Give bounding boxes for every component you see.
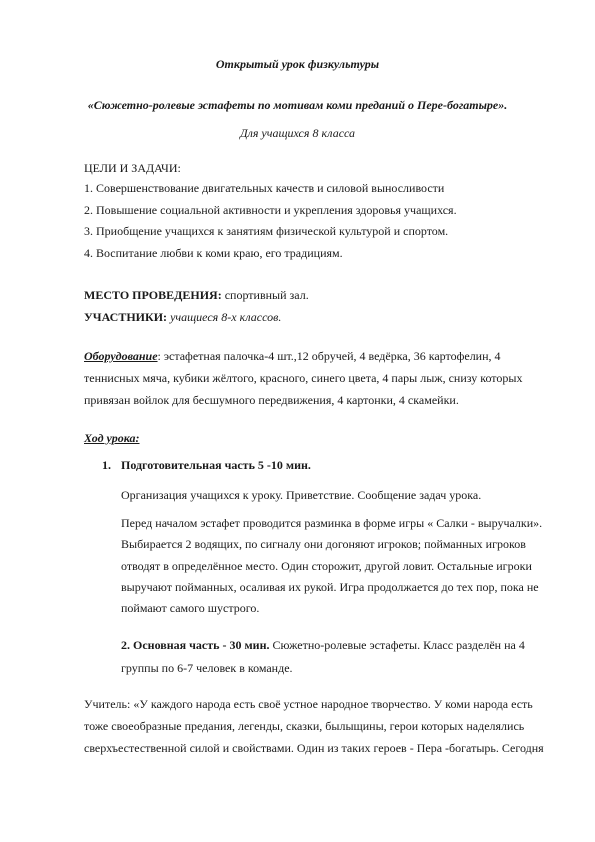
goal-item: 4. Воспитание любви к коми краю, его традициям. xyxy=(84,246,343,260)
equipment-line xyxy=(84,349,501,363)
teacher-line: сверхъестественной силой и свойствами. Один из таких героев - Пера -богатырь. Сегодня xyxy=(84,741,544,755)
goal-item: 1. Совершенствование двигательных качеств и силовой выносливости xyxy=(84,181,445,195)
participants-value: учащиеся 8-х классов. xyxy=(167,310,282,324)
place-label: МЕСТО ПРОВЕДЕНИЯ: xyxy=(84,288,222,302)
part2-line xyxy=(121,638,525,652)
part2-text: Сюжетно-ролевые эстафеты. Класс разделён на 4 xyxy=(269,638,525,652)
participants-line xyxy=(84,310,281,324)
part2-title: 2. Основная часть - 30 мин. xyxy=(121,638,270,652)
place-line xyxy=(84,288,309,302)
warmup-line: отводят в определённое место. Один сторожит, другой ловит. Остальные игроки xyxy=(121,559,532,573)
equipment-line: привязан войлок для бесшумного передвижения, 4 картонки, 4 скамейки. xyxy=(84,393,459,407)
participants-label: УЧАСТНИКИ: xyxy=(84,310,168,324)
warmup-line: выручают пойманных, осаливая их рукой. Игра продолжается до тех пор, пока не xyxy=(121,580,539,594)
part1-organization: Организация учащихся к уроку. Приветствие. Сообщение задач урока. xyxy=(121,488,482,502)
part2-line: группы по 6-7 человек в команде. xyxy=(121,661,293,675)
teacher-line: Учитель: «У каждого народа есть своё устное народное творчество. У коми народа есть xyxy=(84,697,533,711)
warmup-line: Выбирается 2 водящих, по сигналу они догоняют игроков; пойманных игроков xyxy=(121,537,526,551)
warmup-line: Перед началом эстафет проводится разминка в форме игры « Салки - выручалки». xyxy=(121,516,543,530)
place-value: спортивный зал. xyxy=(221,288,309,302)
part1-title: Подготовительная часть 5 -10 мин. xyxy=(121,458,311,472)
document-title: Открытый урок физкультуры xyxy=(215,57,380,71)
part1-number: 1. xyxy=(102,458,111,472)
goal-item: 2. Повышение социальной активности и укрепления здоровья учащихся. xyxy=(84,203,457,217)
warmup-line: поймают самого шустрого. xyxy=(121,601,260,615)
goal-item: 3. Приобщение учащихся к занятиям физической культурой и спортом. xyxy=(84,224,449,238)
lesson-heading: Ход урока: xyxy=(84,431,140,445)
goals-heading: ЦЕЛИ И ЗАДАЧИ: xyxy=(84,161,181,175)
audience-line: Для учащихся 8 класса xyxy=(239,126,356,140)
document-subtitle: «Сюжетно-ролевые эстафеты по мотивам коми преданий о Пере-богатыре». xyxy=(87,98,508,112)
equipment-line: теннисных мяча, кубики жёлтого, красного, синего цвета, 4 пары лыж, снизу которых xyxy=(84,371,523,385)
equipment-label: Оборудование xyxy=(84,349,158,363)
teacher-line: тоже своеобразные предания, легенды, сказки, былыщины, герои которых наделялись xyxy=(84,719,525,733)
equipment-text: : эстафетная палочка-4 шт.,12 обручей, 4 ведёрка, 36 картофелин, 4 xyxy=(157,349,501,363)
